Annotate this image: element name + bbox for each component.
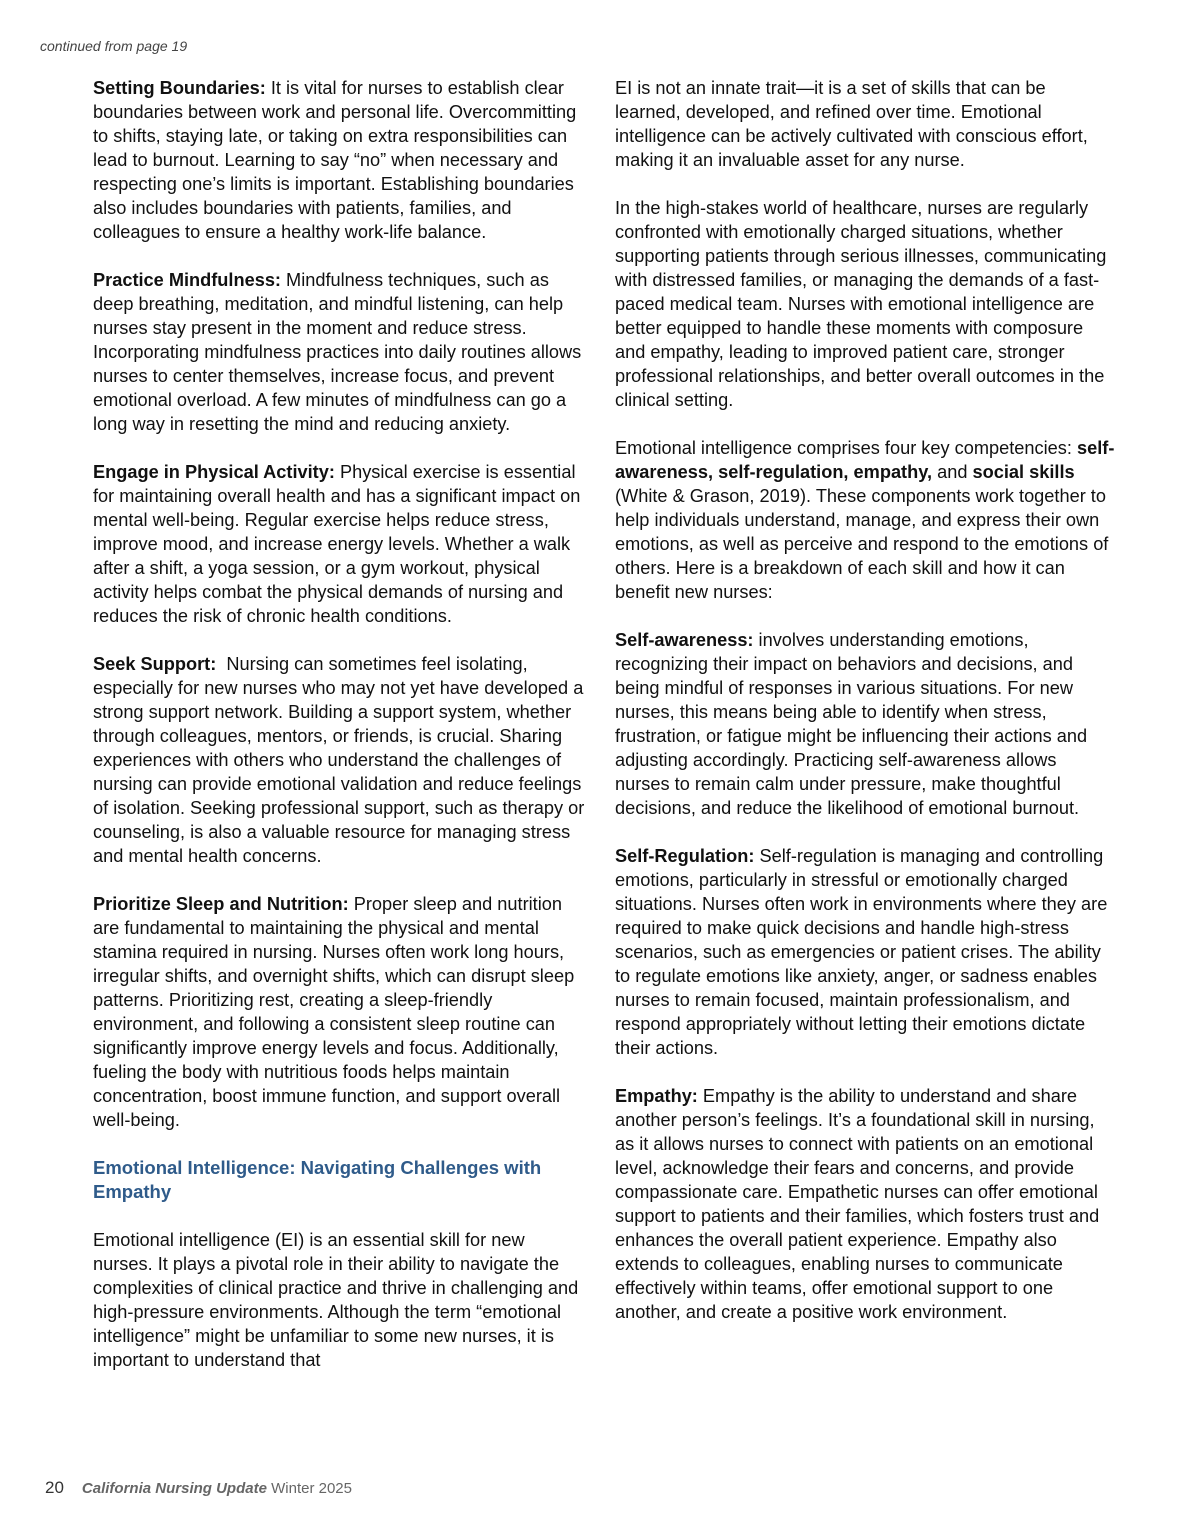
publication-name: California Nursing Update — [81, 1480, 267, 1497]
competencies-and: and — [932, 462, 973, 482]
setting-boundaries-text: It is vital for nurses to establish clear boundaries between work and personal life. Overcommitting to shifts, staying late, or taking on extra responsibilities can lead to burnout. Learning to say “no” when necessary and respecting one’s limits is important. Establishing boundaries also includes boundaries with patients, families, and colleagues to ensure a healthy work-life balance. — [93, 78, 577, 242]
practice-mindfulness-paragraph — [93, 268, 589, 436]
self-regulation-paragraph — [615, 844, 1115, 1060]
issue-label: Winter 2025 — [266, 1480, 352, 1497]
empathy-title: Empathy: — [615, 1086, 698, 1106]
seek-support-paragraph — [93, 652, 589, 868]
sleep-nutrition-title: Prioritize Sleep and Nutrition: — [93, 894, 349, 914]
sleep-nutrition-text: Proper sleep and nutrition are fundamental to maintaining the physical and mental stamina required in nursing. Nurses often work long hours, irregular shifts, and overnight shifts, which can disrupt sleep patterns. Prioritizing rest, creating a sleep-friendly environment, and following a consistent sleep routine can significantly improve energy levels and focus. Additionally, fueling the body with nutritious foods helps maintain concentration, boost immune function, and support overall well-being. — [93, 894, 575, 1130]
physical-activity-title: Engage in Physical Activity: — [93, 462, 335, 482]
competencies-rest: (White & Grason, 2019). These components work together to help individuals understand, manage, and express their own emotions, as well as perceive and respond to the emotions of others. Here is a breakdown of each skill and how it can benefit new nurses: — [615, 486, 1109, 602]
high-stakes-paragraph: In the high-stakes world of healthcare, nurses are regularly confronted with emotionally charged situations, whether supporting patients through serious illnesses, communicating with distressed families, or managing the demands of a fast-paced medical team. Nurses with emotional intelligence are better equipped to handle these moments with composure and empathy, leading to improved patient care, stronger professional relationships, and better overall outcomes in the clinical setting. — [615, 198, 1107, 410]
continued-note: continued from page 19 — [40, 38, 188, 54]
competencies-bold-list: self-awareness, self-regulation, empathy, — [615, 438, 1115, 482]
physical-activity-paragraph — [93, 460, 589, 628]
competencies-lead: Emotional intelligence comprises four key competencies: — [615, 438, 1077, 458]
self-awareness-text: involves understanding emotions, recognizing their impact on behaviors and decisions, and being mindful of responses in various situations. For new nurses, this means being able to identify when stress, frustration, or fatigue might be influencing their actions and adjusting accordingly. Practicing self-awareness allows nurses to remain calm under pressure, make thoughtful decisions, and reduce the likelihood of emotional burnout. — [615, 630, 1088, 818]
self-awareness-title: Self-awareness: — [615, 630, 754, 650]
right-column — [615, 76, 1115, 1348]
empathy-paragraph — [615, 1084, 1115, 1324]
practice-mindfulness-title: Practice Mindfulness: — [93, 270, 281, 290]
seek-support-title: Seek Support: — [93, 654, 217, 674]
empathy-text: Empathy is the ability to understand and share another person’s feelings. It’s a foundational skill in nursing, as it allows nurses to connect with patients on an emotional level, acknowledge their fears and concerns, and provide compassionate care. Empathetic nurses can offer emotional support to patients and their families, which fosters trust and enhances the overall patient experience. Empathy also extends to colleagues, enabling nurses to communicate effectively within teams, offer emotional support to one another, and create a positive work environment. — [615, 1086, 1100, 1322]
physical-activity-text: Physical exercise is essential for maintaining overall health and has a significant impact on mental well-being. Regular exercise helps reduce stress, improve mood, and increase energy levels. Whether a walk after a shift, a yoga session, or a gym workout, physical activity helps combat the physical demands of nursing and reduces the risk of chronic health conditions. — [93, 462, 581, 626]
setting-boundaries-paragraph — [93, 76, 589, 244]
seek-support-text: Nursing can sometimes feel isolating, especially for new nurses who may not yet have developed a strong support network. Building a support system, whether through colleagues, mentors, or friends, is crucial. Sharing experiences with others who understand the challenges of nursing can provide emotional validation and reduce feelings of isolation. Seeking professional support, such as therapy or counseling, is also a valuable resource for managing stress and mental health concerns. — [93, 654, 590, 866]
page-number: 20 — [45, 1478, 64, 1497]
self-regulation-title: Self-Regulation: — [615, 846, 755, 866]
left-column — [93, 76, 589, 1396]
ei-continued-paragraph: EI is not an innate trait—it is a set of skills that can be learned, developed, and refined over time. Emotional intelligence can be actively cultivated with conscious effort, making it an invaluable asset for any nurse. — [615, 78, 1088, 170]
page-footer — [45, 1478, 352, 1498]
section-heading: Emotional Intelligence: Navigating Challenges with Empathy — [93, 1157, 542, 1202]
ei-intro-paragraph: Emotional intelligence (EI) is an essential skill for new nurses. It plays a pivotal role in their ability to navigate the complexities of clinical practice and thrive in challenging and high-pressure environments. Although the term “emotional intelligence” might be unfamiliar to some new nurses, it is important to understand that — [93, 1230, 579, 1370]
self-regulation-text: Self-regulation is managing and controlling emotions, particularly in stressful or emotionally charged situations. Nurses often work in environments where they are required to make quick decisions and handle high-stress scenarios, such as emergencies or patient crises. The ability to regulate emotions like anxiety, anger, or sadness enables nurses to remain focused, maintain professionalism, and respond appropriately without letting their emotions dictate their actions. — [615, 846, 1108, 1058]
self-awareness-paragraph — [615, 628, 1115, 820]
competencies-social-skills: social skills — [972, 462, 1075, 482]
competencies-paragraph — [615, 436, 1115, 604]
setting-boundaries-title: Setting Boundaries: — [93, 78, 266, 98]
sleep-nutrition-paragraph — [93, 892, 589, 1132]
practice-mindfulness-text: Mindfulness techniques, such as deep breathing, meditation, and mindful listening, can help nurses stay present in the moment and reduce stress. Incorporating mindfulness practices into daily routines allows nurses to center themselves, increase focus, and prevent emotional overload. A few minutes of mindfulness can go a long way in resetting the mind and reducing anxiety. — [93, 270, 582, 434]
